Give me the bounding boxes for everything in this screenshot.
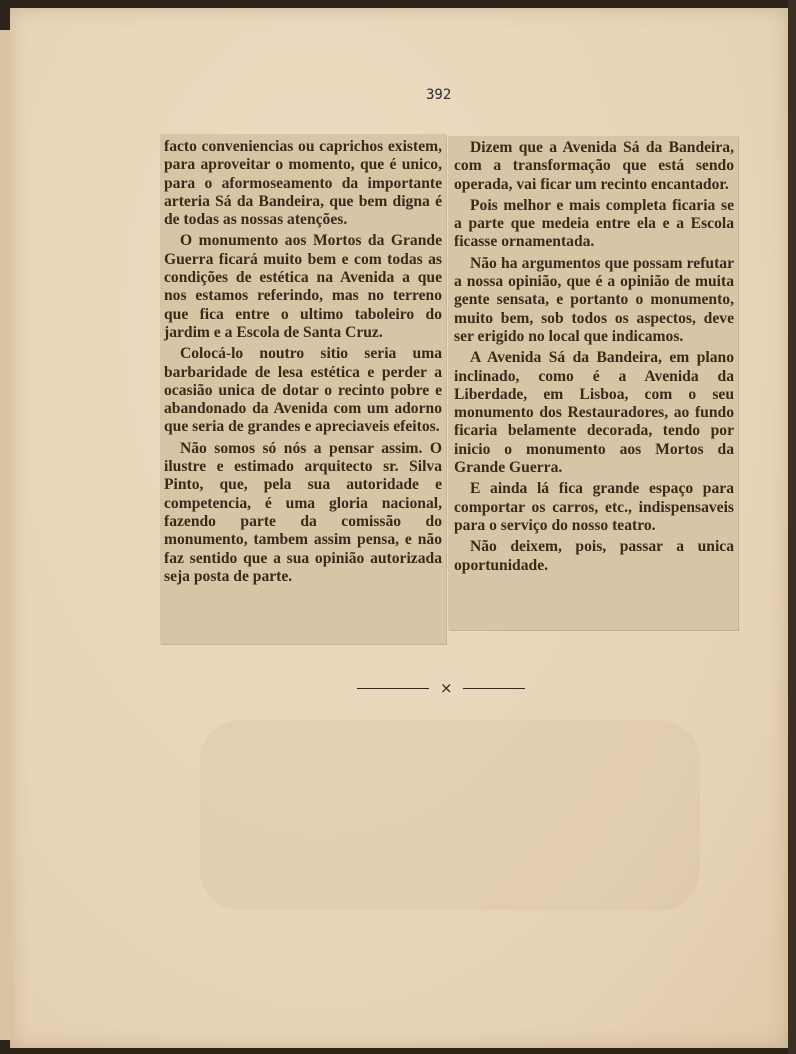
right-paragraph-4: A Avenida Sá da Bandeira, em plano inclinado, como é a Avenida da Liberdade, em Lisboa, com o seu monumento dos Restauradores, ao fundo ficaria belamente decorada, tendo por inicio o monumento aos Mortos da Grande Guerra. bbox=[454, 349, 734, 477]
left-paragraph-2: O monumento aos Mortos da Grande Guerra ficará muito bem e com todas as condições de estética na Avenida a que nos estamos referindo, mas no terreno que fica entre o ultimo taboleiro do jardim e a Escola de Santa Cruz. bbox=[164, 232, 442, 341]
right-paragraph-3: Não ha argumentos que possam refutar a nossa opinião, que é a opinião de muita gente sensata, e portanto o monumento, muito bem, sob todos os aspectos, deve ser erigido no local que indicamos. bbox=[454, 254, 734, 345]
newspaper-clipping-left-column bbox=[160, 134, 446, 644]
newspaper-clipping-right-column bbox=[448, 136, 738, 630]
right-paragraph-1: Dizem que a Avenida Sá da Bandeira, com a transformação que está sendo operada, vai ficar um recinto encantador. bbox=[454, 139, 734, 193]
binding-edge bbox=[788, 0, 796, 1054]
right-paragraph-6: Não deixem, pois, passar a unica oportunidade. bbox=[454, 538, 734, 574]
separator-rule-right bbox=[463, 688, 525, 689]
left-paragraph-3: Colocá-lo noutro sitio seria uma barbaridade de lesa estética e perder a ocasião unica de dotar o recinto pobre e abandonado da Avenida com um adorno que seria de grandes e apreciaveis efeitos. bbox=[164, 345, 442, 436]
right-paragraph-5: E ainda lá fica grande espaço para comportar os carros, etc., indispensaveis para o serviço do nosso teatro. bbox=[454, 480, 734, 534]
left-paragraph-4: Não somos só nós a pensar assim. O ilustre e estimado arquitecto sr. Silva Pinto, que, pela sua autoridade e competencia, é uma gloria nacional, fazendo parte da comissão do monumento, tambem assim pensa, e não faz sentido que a sua opinião autorizada seja posta de parte. bbox=[164, 439, 442, 585]
page-number: 392 bbox=[426, 87, 452, 103]
paper-stain bbox=[200, 720, 700, 910]
separator-rule-left bbox=[357, 688, 429, 689]
right-paragraph-2: Pois melhor e mais completa ficaria se a parte que medeia entre ela e a Escola ficasse ornamentada. bbox=[454, 196, 734, 251]
left-paragraph-1: facto conveniencias ou caprichos existem, para aproveitar o momento, que é unico, para o aformoseamento da importante arteria Sá da Bandeira, que bem digna é de todas as nossas atenções. bbox=[164, 138, 442, 229]
separator-cross: × bbox=[440, 679, 453, 697]
